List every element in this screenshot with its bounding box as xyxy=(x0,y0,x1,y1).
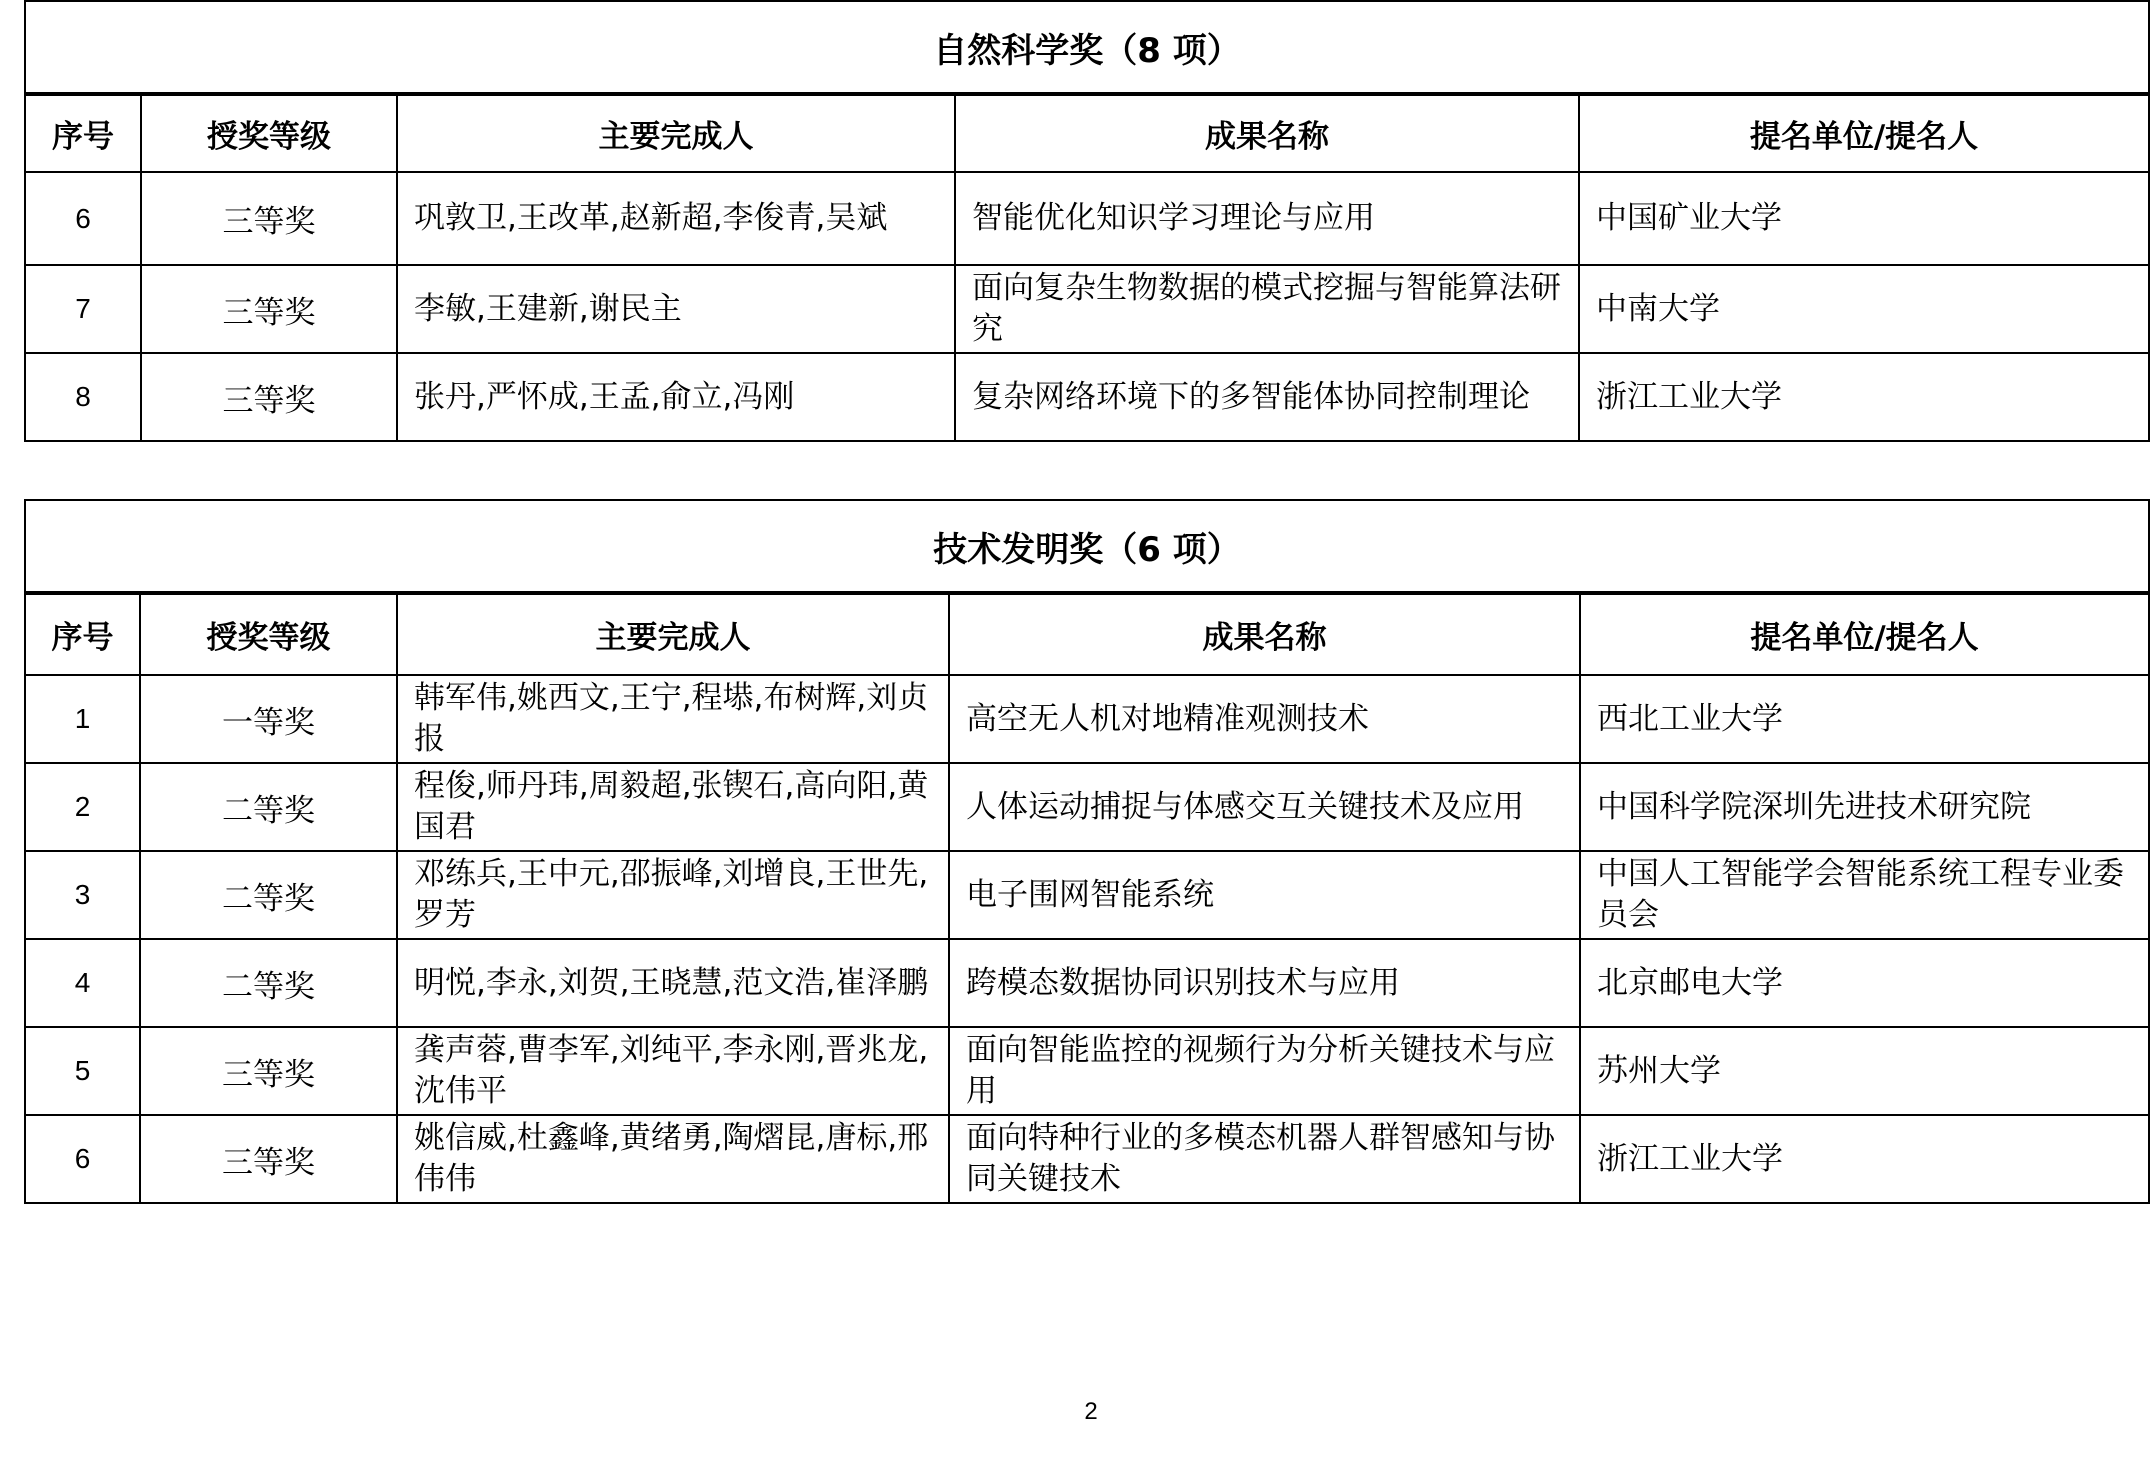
table-row xyxy=(25,172,2149,265)
row-name: 人体运动捕捉与体感交互关键技术及应用 xyxy=(949,763,1580,851)
table-header-row xyxy=(25,593,2149,675)
header-name: 成果名称 xyxy=(949,593,1580,675)
row-nominator: 苏州大学 xyxy=(1580,1027,2149,1115)
row-nominator: 西北工业大学 xyxy=(1580,675,2149,763)
row-people: 程俊,师丹玮,周毅超,张锲石,高向阳,黄国君 xyxy=(397,763,949,851)
row-seq: 8 xyxy=(25,353,141,441)
natural-science-title: 自然科学奖（8 项） xyxy=(25,1,2149,94)
table-title-row xyxy=(25,1,2149,94)
row-seq: 4 xyxy=(25,939,140,1027)
row-seq: 3 xyxy=(25,851,140,939)
row-people: 明悦,李永,刘贺,王晓慧,范文浩,崔泽鹏 xyxy=(397,939,949,1027)
table-title-row xyxy=(25,500,2149,593)
row-nominator: 浙江工业大学 xyxy=(1580,1115,2149,1203)
header-seq: 序号 xyxy=(25,94,141,172)
row-level: 三等奖 xyxy=(141,265,397,353)
tech-invention-table xyxy=(24,499,2150,1204)
row-people: 李敏,王建新,谢民主 xyxy=(397,265,955,353)
row-nominator: 北京邮电大学 xyxy=(1580,939,2149,1027)
row-name: 面向智能监控的视频行为分析关键技术与应用 xyxy=(949,1027,1580,1115)
row-level: 三等奖 xyxy=(141,353,397,441)
table-row xyxy=(25,675,2149,763)
tech-invention-title: 技术发明奖（6 项） xyxy=(25,500,2149,593)
row-seq: 1 xyxy=(25,675,140,763)
row-name: 智能优化知识学习理论与应用 xyxy=(955,172,1579,265)
row-people: 巩敦卫,王改革,赵新超,李俊青,吴斌 xyxy=(397,172,955,265)
row-name: 面向特种行业的多模态机器人群智感知与协同关键技术 xyxy=(949,1115,1580,1203)
row-level: 三等奖 xyxy=(141,172,397,265)
row-nominator: 中国人工智能学会智能系统工程专业委员会 xyxy=(1580,851,2149,939)
natural-science-table xyxy=(24,0,2150,442)
row-name: 电子围网智能系统 xyxy=(949,851,1580,939)
table-header-row xyxy=(25,94,2149,172)
row-name: 跨模态数据协同识别技术与应用 xyxy=(949,939,1580,1027)
row-people: 张丹,严怀成,王孟,俞立,冯刚 xyxy=(397,353,955,441)
row-name: 复杂网络环境下的多智能体协同控制理论 xyxy=(955,353,1579,441)
header-seq: 序号 xyxy=(25,593,140,675)
table-row xyxy=(25,265,2149,353)
table-row xyxy=(25,851,2149,939)
page-number: 2 xyxy=(1084,1398,1098,1425)
header-level: 授奖等级 xyxy=(141,94,397,172)
row-people: 邓练兵,王中元,邵振峰,刘增良,王世先,罗芳 xyxy=(397,851,949,939)
table-row xyxy=(25,1027,2149,1115)
row-seq: 5 xyxy=(25,1027,140,1115)
row-nominator: 中国矿业大学 xyxy=(1579,172,2149,265)
row-nominator: 浙江工业大学 xyxy=(1579,353,2149,441)
row-name: 高空无人机对地精准观测技术 xyxy=(949,675,1580,763)
row-level: 三等奖 xyxy=(140,1115,397,1203)
table-row xyxy=(25,939,2149,1027)
row-level: 三等奖 xyxy=(140,1027,397,1115)
row-nominator: 中国科学院深圳先进技术研究院 xyxy=(1580,763,2149,851)
row-level: 二等奖 xyxy=(140,763,397,851)
row-name: 面向复杂生物数据的模式挖掘与智能算法研究 xyxy=(955,265,1579,353)
row-level: 一等奖 xyxy=(140,675,397,763)
table-row xyxy=(25,1115,2149,1203)
header-people: 主要完成人 xyxy=(397,94,955,172)
header-nominator: 提名单位/提名人 xyxy=(1580,593,2149,675)
row-seq: 7 xyxy=(25,265,141,353)
row-seq: 6 xyxy=(25,172,141,265)
header-nominator: 提名单位/提名人 xyxy=(1579,94,2149,172)
row-nominator: 中南大学 xyxy=(1579,265,2149,353)
table-row xyxy=(25,353,2149,441)
table-row xyxy=(25,763,2149,851)
row-people: 韩军伟,姚西文,王宁,程塨,布树辉,刘贞报 xyxy=(397,675,949,763)
row-people: 龚声蓉,曹李军,刘纯平,李永刚,晋兆龙,沈伟平 xyxy=(397,1027,949,1115)
header-people: 主要完成人 xyxy=(397,593,949,675)
row-level: 二等奖 xyxy=(140,851,397,939)
header-level: 授奖等级 xyxy=(140,593,397,675)
row-seq: 6 xyxy=(25,1115,140,1203)
row-people: 姚信威,杜鑫峰,黄绪勇,陶熠昆,唐标,邢伟伟 xyxy=(397,1115,949,1203)
header-name: 成果名称 xyxy=(955,94,1579,172)
row-level: 二等奖 xyxy=(140,939,397,1027)
row-seq: 2 xyxy=(25,763,140,851)
